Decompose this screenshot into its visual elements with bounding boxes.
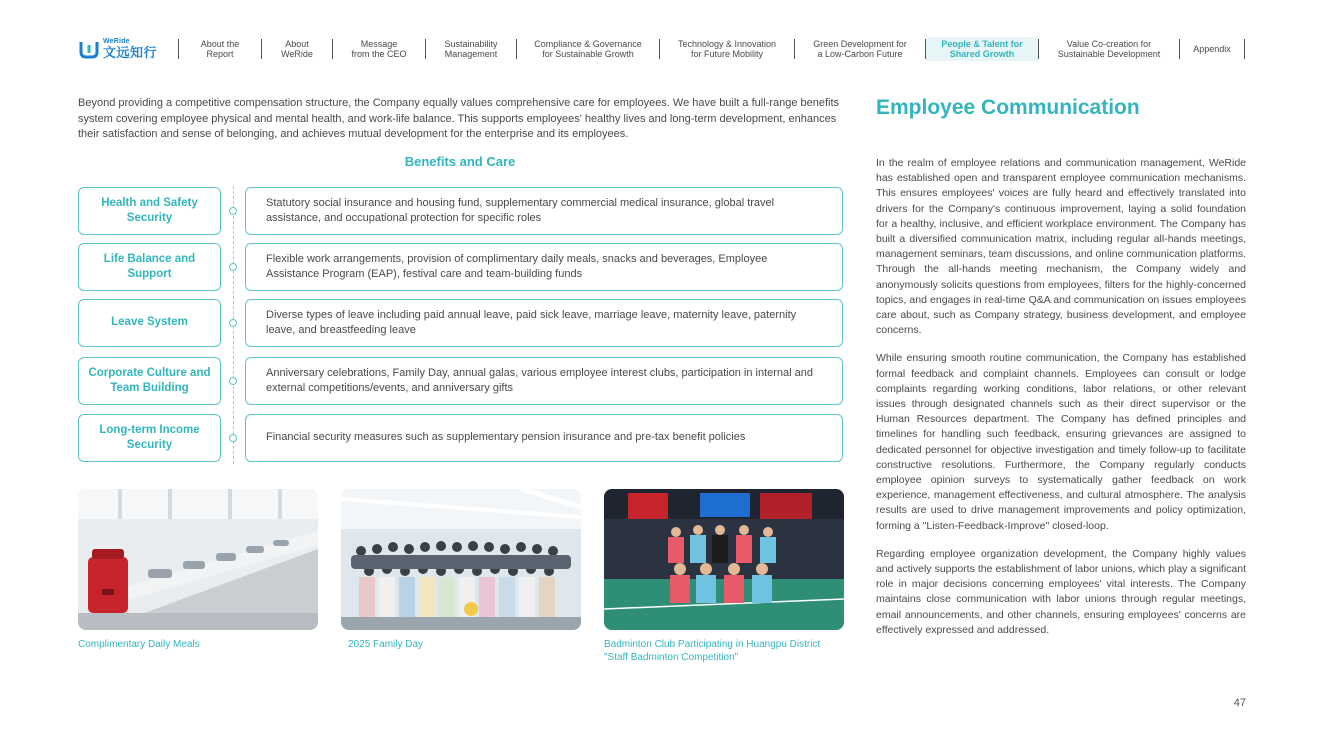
- nav-item-people-talent[interactable]: People & Talent for Shared Growth: [926, 37, 1038, 61]
- nav-divider: [1244, 39, 1245, 59]
- weride-logo[interactable]: [79, 38, 157, 59]
- nav-item-sustainability-management[interactable]: Sustainability Management: [444, 39, 498, 59]
- caption-badminton: Badminton Club Participating in Huangpu District "Staff Badminton Competition": [604, 639, 821, 663]
- photo-family-day: [341, 489, 581, 630]
- benefit-row-health: [78, 187, 843, 235]
- timeline-dot: [229, 319, 237, 327]
- benefit-description: Financial security measures such as supplementary pension insurance and pre-tax benefit policies: [245, 414, 843, 462]
- timeline-dot: [229, 263, 237, 271]
- logo-wordmark-en: WeRide: [103, 38, 130, 45]
- weride-logo-icon: [79, 39, 99, 59]
- nav-item-about-weride[interactable]: About WeRide: [281, 39, 313, 59]
- benefit-description: Diverse types of leave including paid annual leave, paid sick leave, marriage leave, maternity leave, paternity leave, and breastfeeding leave: [245, 299, 843, 347]
- caption-daily-meals: Complimentary Daily Meals: [78, 639, 200, 650]
- benefit-row-income: [78, 414, 843, 462]
- timeline-dot: [229, 434, 237, 442]
- nav-item-technology-innovation[interactable]: Technology & Innovation for Future Mobility: [677, 39, 777, 59]
- benefit-description: Anniversary celebrations, Family Day, annual galas, various employee interest clubs, participation in internal and external competitions/events, and anniversary gifts: [245, 357, 843, 405]
- nav-item-value-cocreation[interactable]: Value Co-creation for Sustainable Development: [1057, 39, 1161, 59]
- nav-item-message-ceo[interactable]: Message from the CEO: [351, 39, 407, 59]
- benefit-row-leave: [78, 299, 843, 347]
- communication-paragraph: In the realm of employee relations and communication management, WeRide has established open and transparent employee communication mechanisms. This ensures employees' voices are fully heard and effectively translated into drivers for the Company's continuous improvement, laying a solid foundation for a healthy, inclusive, and efficient workplace environment. The Company has built a diversified communication matrix, including regular all-hands meetings, management seminars, team discussions, and online communication platforms. Through the all-hands meeting mechanism, the Company widely and anonymously solicits questions from employees, filters for the highly-concerned topics, and engages in real-time Q&A and communication on issues employees care about, such as Company strategy, business development, and employee concerns.: [876, 157, 1247, 337]
- benefit-category: Life Balance and Support: [78, 243, 221, 291]
- benefit-row-life-balance: [78, 243, 843, 291]
- timeline-dot: [229, 377, 237, 385]
- benefit-row-culture: [78, 357, 843, 405]
- section-nav: [178, 37, 1245, 61]
- benefit-category: Long-term Income Security: [78, 414, 221, 462]
- communication-paragraph: While ensuring smooth routine communication, the Company has established formal feedback and complaint channels. Employees can consult or lodge complaints regarding working conditions, labor relations, or other relevant issues through designated channels such as their direct supervisor or the Human Resources department. The Company has defined principles and timelines for handling such feedback, ensuring grievances are assigned to dedicated personnel for objective investigation and timely follow-up to facilitate constructive resolutions. Furthermore, the Company regularly conducts employee opinion surveys to systematically gather feedback on work experience, management effectiveness, and cultural atmosphere. The analysis results are used to drive management improvements and policy optimization, forming a "Listen-Feedback-Improve" closed-loop.: [876, 352, 1246, 532]
- caption-family-day: 2025 Family Day: [348, 639, 424, 650]
- benefit-category: Corporate Culture and Team Building: [78, 357, 221, 405]
- intro-paragraph: Beyond providing a competitive compensation structure, the Company equally values comprehensive care for employees. We have built a full-range benefits system covering employee physical and mental health, and work-life balance. This supports employees' healthy lives and long-term development, enhances their satisfaction and sense of belonging, and achieves mutual development for the enterprise and its employees.: [78, 97, 840, 140]
- nav-item-appendix[interactable]: Appendix: [1193, 44, 1231, 54]
- benefit-description: Flexible work arrangements, provision of complimentary daily meals, snacks and beverages, Employee Assistance Program (EAP), festival care and team-building funds: [245, 243, 843, 291]
- communication-title: Employee Communication: [876, 96, 1140, 119]
- benefits-heading: Benefits and Care: [404, 154, 516, 169]
- communication-body: [876, 156, 1246, 651]
- benefit-category: Leave System: [78, 299, 221, 347]
- nav-item-about-report[interactable]: About the Report: [200, 39, 240, 59]
- benefit-description: Statutory social insurance and housing fund, supplementary commercial medical insurance, global travel assistance, and occupational protection for specific roles: [245, 187, 843, 235]
- nav-item-green-development[interactable]: Green Development for a Low-Carbon Future: [813, 39, 907, 59]
- communication-paragraph: Regarding employee organization development, the Company highly values and actively supports the establishment of labor unions, which play a significant role in major decisions concerning employees' vital interests. The Company maintains close communication with labor unions through regular meetings, email announcements, and other channels, ensuring employees' concerns are effectively expressed and addressed.: [876, 547, 1246, 636]
- photo-badminton: [604, 489, 844, 630]
- logo-wordmark-cn: 文远知行: [103, 45, 158, 60]
- timeline-dot: [229, 207, 237, 215]
- photo-daily-meals: [78, 489, 318, 630]
- nav-item-compliance-governance[interactable]: Compliance & Governance for Sustainable Growth: [534, 39, 642, 59]
- benefit-category: Health and Safety Security: [78, 187, 221, 235]
- page-number: 47: [1233, 697, 1246, 709]
